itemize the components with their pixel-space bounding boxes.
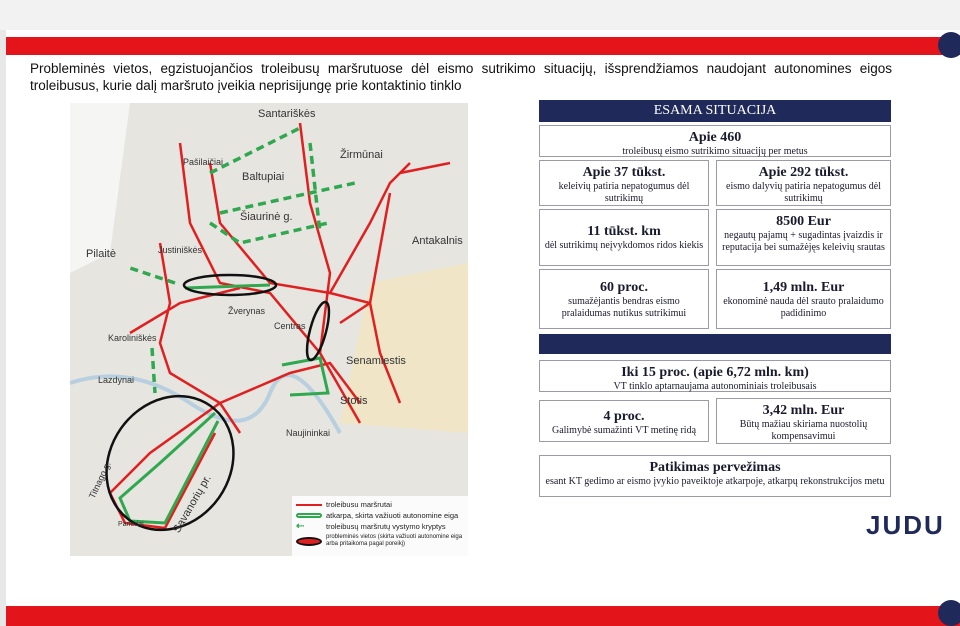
stat-desc: ekonominė nauda dėl srauto pralaidumo padidinimo [723,296,884,319]
panel-header: ESAMA SITUACIJA [539,100,891,122]
stat-desc: dėl sutrikimų neįvykdomos ridos kiekis [544,240,704,251]
map-label-stotis: Stotis [340,395,368,407]
stat-card [716,269,891,329]
map-label-santariskes: Santariškės [258,108,316,120]
benefit-desc: esant KT gedimo ar eismo įvykio paveiktoje atkarpoje, atkarpų rekonstrukcijos metu [545,476,885,487]
benefit-value: Patikimas pervežimas [649,460,781,475]
benefit-value: 3,42 mln. Eur [762,403,845,418]
map-label-savanoriu: Savanorių pr. [171,472,214,536]
legend-routes: troleibusu maršrutai [326,500,392,509]
stat-value: 8500 Eur [776,214,831,229]
map-label-karoliniskes: Karoliniškės [108,333,157,343]
stat-card [716,160,891,206]
benefit-card [539,360,891,392]
slide-dot-top [938,32,960,58]
map-label-pasilaiciai: Pašilaičiai [183,157,224,167]
stat-value: Apie 460 [688,130,742,145]
legend-route-swatch [296,504,322,506]
legend-problem-swatch [296,537,322,546]
map-label-naujininkai: Naujininkai [286,428,331,438]
stat-value: 60 proc. [600,280,648,295]
bottom-red-bar [6,606,960,626]
top-red-bar [6,37,960,55]
map-label-senamiestis: Senamiestis [346,355,406,367]
benefit-card [716,398,891,444]
benefit-desc: Galimybė sumažinti VT metinę ridą [551,425,697,436]
map-label-zirmunai: Žirmūnai [340,149,383,161]
stat-card [716,209,891,266]
stat-card [539,160,709,206]
judu-logo: JUDU [866,510,945,540]
legend-development: troleibusų maršrutų vystymo kryptys [326,522,446,531]
stat-value: Apie 37 tūkst. [582,165,666,180]
map-label-justiniskes: Justiniškės [158,245,203,255]
stat-card [539,125,891,157]
benefit-desc: Būtų mažiau skiriama nuostolių kompensavimui [739,419,868,442]
legend-autonomous-swatch [296,513,322,518]
map-label-baltupiai: Baltupiai [242,171,285,183]
stat-desc: eismo dalyvių patiria nepatogumus dėl sutrikimų [726,181,881,204]
map-label-zverynas: Žverynas [228,306,266,316]
stat-desc: troleibusų eismo sutrikimo situacijų per metus [622,146,808,157]
slide-headline: Probleminės vietos, egzistuojančios troleibusų maršrutuose dėl eismo sutrikimo situacijų, išsprendžiamos naudojant autonomines eigos troleibusus, kurie dalį maršruto įveikia neprisijungę prie kontaktinio tinklo [30,61,892,93]
map-label-antakalnis: Antakalnis [412,235,463,247]
route-map [70,103,468,556]
panel-divider-bar [539,334,891,354]
map-label-pilaite: Pilaitė [86,248,116,260]
map-label-titnago: Titnago g. [86,459,113,501]
map-label-lazdynai: Lazdynai [98,375,135,385]
benefit-value: Iki 15 proc. (apie 6,72 mln. km) [621,365,809,380]
stat-value: Apie 292 tūkst. [758,165,849,180]
left-edge [0,30,6,626]
legend-problem: probleminės vietos (skirta važiuoti autonomine eiga arba pritaikoma pagal poreikį) [326,534,463,547]
stat-card [539,209,709,266]
benefit-value: 4 proc. [603,409,645,424]
map-label-siaurine: Šiaurinė g. [240,211,293,223]
stat-value: 1,49 mln. Eur [762,280,845,295]
stat-desc: sumažėjantis bendras eismo pralaidumas nutikus sutrikimui [561,296,687,319]
stat-desc: negautų pajamų + sugadintas įvaizdis ir reputacija bei sumažėjęs keleivių srautas [722,230,885,253]
top-strip [0,0,960,30]
map-label-paneriai: Paneriai [118,521,144,528]
benefit-desc: VT tinklo aptarnaujama autonominiais troleibusais [613,381,817,392]
benefit-card [539,400,709,442]
benefit-card [539,455,891,497]
stat-desc: keleivių patiria nepatogumus dėl sutrikimų [558,181,690,204]
stat-card [539,269,709,329]
map-label-centras: Centras [274,321,306,331]
legend-autonomous: atkarpa, skirta važiuoti autonomine eiga [326,511,459,520]
slide-dot-bottom [938,600,960,626]
arrow-left-icon: ⇠ [296,521,305,532]
map-legend [292,496,468,556]
stat-value: 11 tūkst. km [587,224,661,239]
